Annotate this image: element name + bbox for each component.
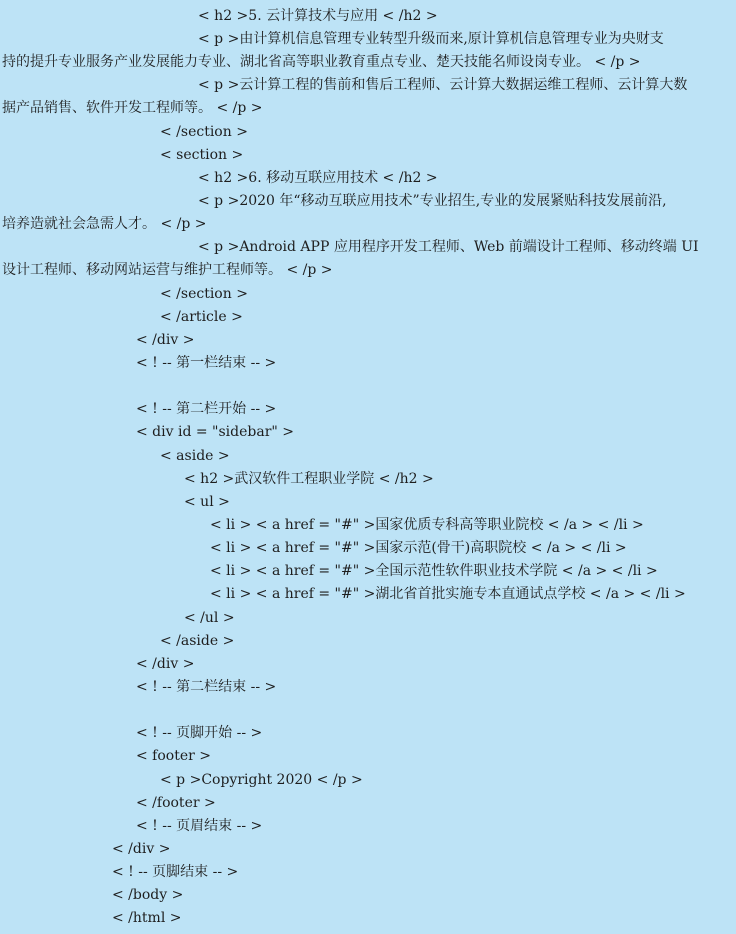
code-line: < p >Android APP 应用程序开发工程师、Web 前端设计工程师、移动终端 UI: [198, 239, 699, 255]
code-line: < ! -- 页眉结束 -- >: [136, 818, 263, 834]
code-line: < ! -- 第一栏结束 -- >: [136, 355, 277, 371]
code-line: < /section >: [160, 286, 248, 302]
code-line: < /div >: [136, 332, 195, 348]
code-line: 设计工程师、移动网站运营与维护工程师等。 < /p >: [2, 262, 333, 278]
code-line: < h2 >5. 云计算技术与应用 < /h2 >: [198, 8, 438, 24]
code-line: < /aside >: [160, 633, 235, 649]
code-line: < h2 >武汉软件工程职业学院 < /h2 >: [184, 471, 434, 487]
code-line: < p >2020 年“移动互联应用技术”专业招生,专业的发展紧贴科技发展前沿,: [198, 193, 667, 209]
code-line: [136, 699, 736, 722]
code-line: [136, 375, 736, 398]
code-line: < p >由计算机信息管理专业转型升级而来,原计算机信息管理专业为央财支: [198, 31, 664, 47]
code-line: < /article >: [160, 309, 243, 325]
code-line: < /body >: [112, 887, 184, 903]
code-line: < /div >: [112, 841, 171, 857]
code-line: < /section >: [160, 124, 248, 140]
code-line: < /ul >: [184, 610, 235, 626]
code-line: 培养造就社会急需人才。 < /p >: [2, 216, 207, 232]
code-line: < p >Copyright 2020 < /p >: [160, 772, 363, 788]
code-line: < ! -- 第二栏开始 -- >: [136, 401, 277, 417]
code-line: < ! -- 页脚开始 -- >: [136, 725, 263, 741]
code-line: < p >云计算工程的售前和售后工程师、云计算大数据运维工程师、云计算大数: [198, 77, 688, 93]
code-line: < ! -- 页脚结束 -- >: [112, 864, 239, 880]
code-line: < li > < a href = "#" >国家示范(骨干)高职院校 < /a > < /li >: [210, 540, 627, 556]
code-line: < /div >: [136, 656, 195, 672]
code-line: < div id = "sidebar" >: [136, 424, 295, 440]
code-line: < li > < a href = "#" >湖北省首批实施专本直通试点学校 < /a > < /li >: [210, 586, 686, 602]
code-line: < footer >: [136, 748, 212, 764]
code-line: < aside >: [160, 448, 230, 464]
code-line: < ! -- 第二栏结束 -- >: [136, 679, 277, 695]
code-line: < ul >: [184, 494, 230, 510]
code-line: < /html >: [112, 910, 182, 926]
code-line: < h2 >6. 移动互联应用技术 < /h2 >: [198, 170, 438, 186]
code-line: < li > < a href = "#" >国家优质专科高等职业院校 < /a > < /li >: [210, 517, 644, 533]
code-line: 据产品销售、软件开发工程师等。 < /p >: [2, 100, 263, 116]
code-line: < /footer >: [136, 795, 216, 811]
code-line: < li > < a href = "#" >全国示范性软件职业技术学院 < /a > < /li >: [210, 563, 658, 579]
code-line: 持的提升专业服务产业发展能力专业、湖北省高等职业教育重点专业、楚天技能名师设岗专业。 < /p >: [2, 54, 641, 70]
code-line: < section >: [160, 147, 244, 163]
